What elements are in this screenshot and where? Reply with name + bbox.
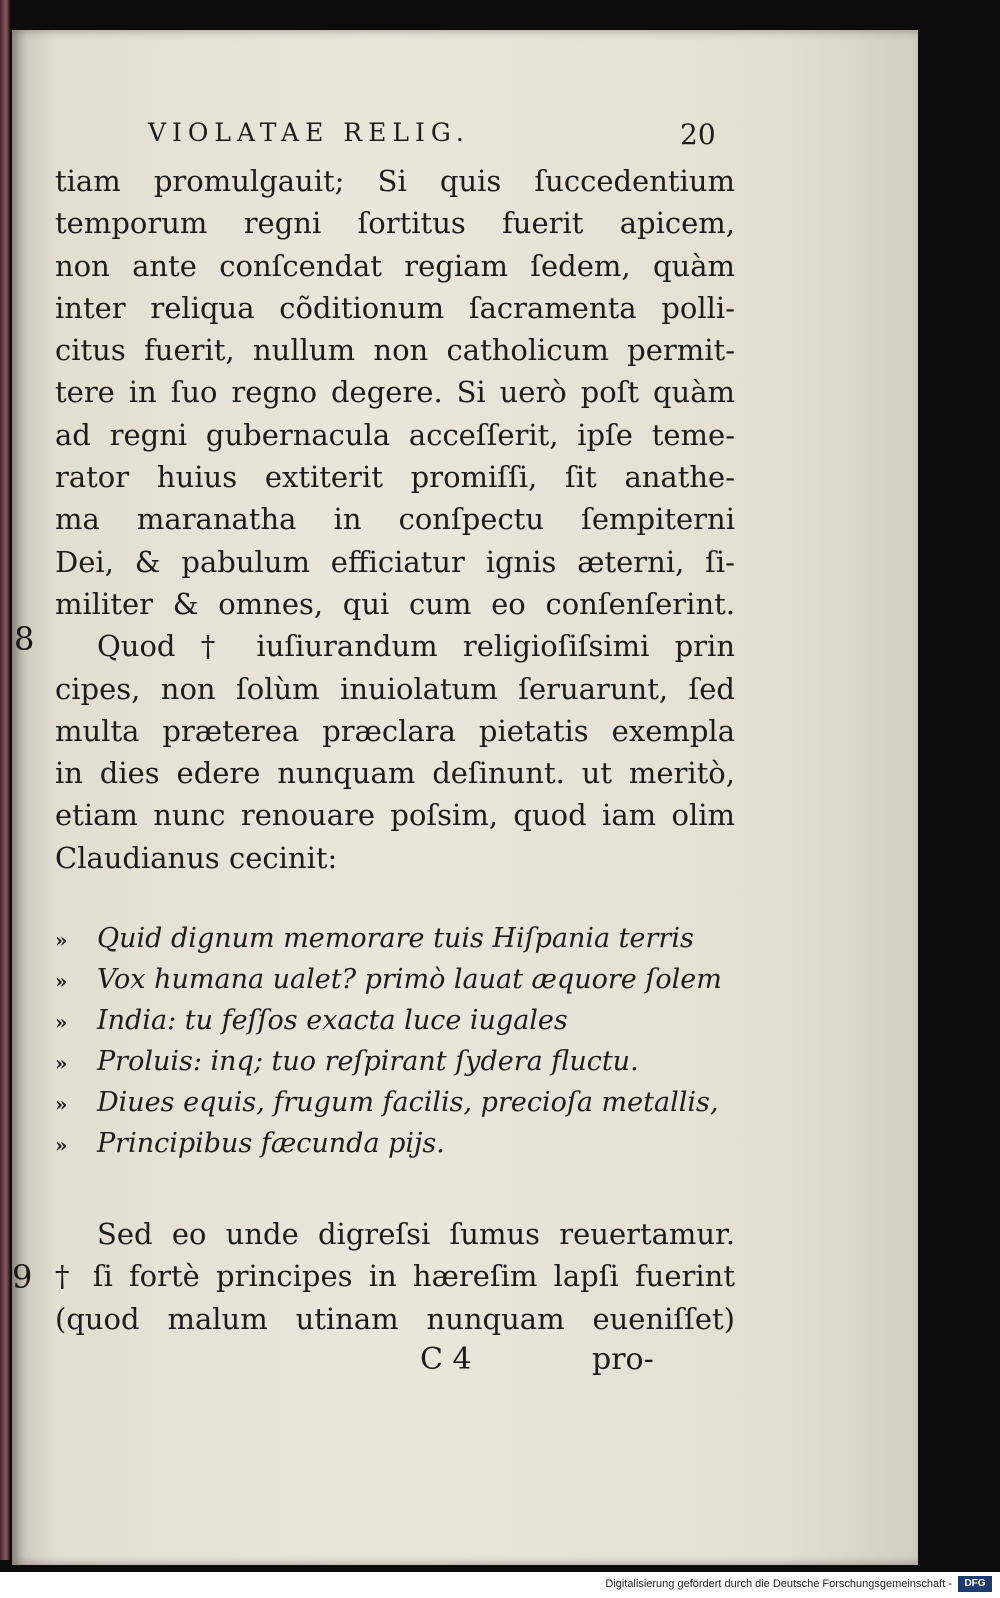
verse-line: » Principibus fæcunda pijs. [55,1123,735,1164]
verse-line: » Vox humana ualet? primò lauat æquore ſolem [55,959,735,1000]
signature-mark: C 4 [420,1342,472,1377]
footer-credit: Digitalisierung gefördert durch die Deutsche Forschungsgemeinschaft - [605,1578,952,1590]
closing-text [55,1213,735,1340]
body-line: Sed eo unde digreſsi ſumus reuertamur. [97,1217,735,1251]
body-line: etiam nunc renouare poſsim, quod iam olim [55,798,735,833]
quote-marker: » [55,1133,68,1157]
running-title: VIOLATAE RELIG. [148,118,470,147]
body-line: Dei, & pabulum efficiatur ignis æterni, ſi- [55,544,735,579]
body-line: ad regni gubernacula acceſſerit, ipſe teme- [55,417,735,452]
body-line: Quod † iuſiurandum religioſiſsimi prin [97,629,735,664]
body-line: multa præterea præclara pietatis exempla [55,713,735,748]
verse-block [55,918,735,1164]
verse-line: » Quid dignum memorare tuis Hiſpania terris [55,918,735,959]
body-line: inter reliqua cõditionum ſacramenta polli- [55,290,735,325]
quote-marker: » [55,1010,68,1034]
body-line: tere in ſuo regno degere. Si uerò poſt quàm [55,375,735,410]
quote-marker: » [55,1051,68,1075]
catchword: pro- [592,1342,654,1377]
body-text [55,160,735,879]
page-number: 20 [680,118,716,151]
quote-marker: » [55,969,68,993]
verse-line: » Proluis: inq; tuo reſpirant ſydera fluctu. [55,1041,735,1082]
body-line: militer & omnes, qui cum eo conſenſerint. [55,586,735,621]
quote-marker: » [55,1092,68,1116]
book-spine-edge [0,0,10,1560]
body-line: rator huius extiterit promiſſi, ſit anathe- [55,460,735,495]
body-line: (quod malum utinam nunquam eueniſſet) [55,1301,735,1336]
body-line: in dies edere nunquam deſinunt. ut meritò, [55,756,735,791]
body-line: tiam promulgauit; Si quis ſuccedentium [55,164,735,198]
body-line: † ſi fortè principes in hæreſim lapſi fuerint [55,1259,735,1294]
body-line: ma maranatha in conſpectu ſempiterni [55,502,735,537]
body-line: cipes, non ſolùm inuiolatum ſeruarunt, ſed [55,671,735,706]
verse-line: » India: tu feſſos exacta luce iugales [55,1000,735,1041]
margin-number: 9 [12,1258,33,1296]
quote-marker: » [55,928,68,952]
body-line: non ante conſcendat regiam ſedem, quàm [55,248,735,283]
verse-line: » Diues equis, frugum facilis, precioſa metallis, [55,1082,735,1123]
body-line: citus fuerit, nullum non catholicum permit- [55,333,735,368]
body-line: Claudianus cecinit: [55,840,338,875]
digitization-footer [0,1572,1000,1598]
dfg-logo: DFG [958,1576,992,1592]
body-line: temporum regni ſortitus fuerit apicem, [55,206,735,241]
margin-number: 8 [14,620,35,658]
